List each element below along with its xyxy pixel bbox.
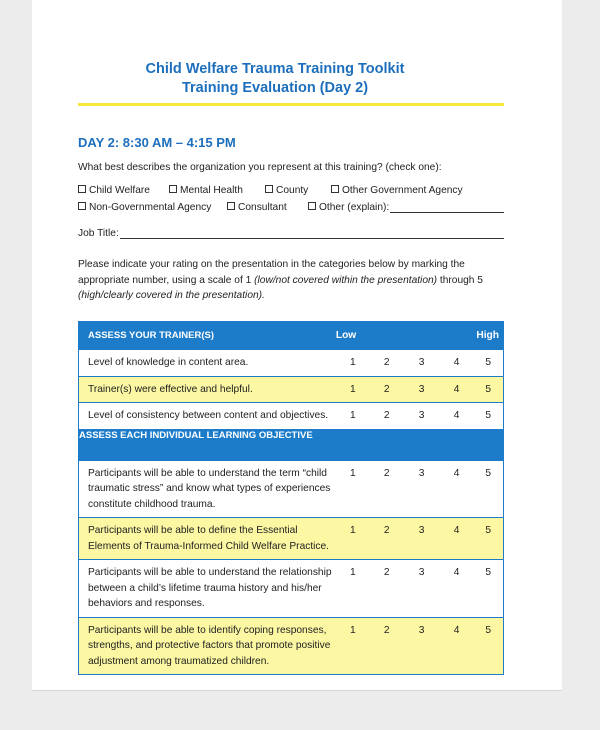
option-label: Mental Health [180,185,243,196]
section-trainer-rows [79,350,504,430]
row-label: Trainer(s) were effective and helpful. [79,376,336,403]
rating-option[interactable]: 3 [404,460,440,518]
rating-option[interactable]: 4 [440,560,474,618]
rating-option[interactable]: 3 [404,350,440,377]
instructions-high: (high/clearly covered in the presentation). [78,290,265,301]
section-objective-rows [79,460,504,675]
section-header-label: ASSESS YOUR TRAINER(S) [79,322,336,350]
table-row [79,403,504,430]
rating-option[interactable]: 5 [473,560,503,618]
header-spacer [370,322,404,350]
rating-option[interactable]: 4 [440,376,474,403]
row-label: Level of knowledge in content area. [79,350,336,377]
table-row [79,560,504,618]
high-label: High [473,322,503,350]
rating-option[interactable]: 2 [370,460,404,518]
section-header-objectives [79,429,504,460]
rating-option[interactable]: 1 [336,376,370,403]
rating-option[interactable]: 5 [473,376,503,403]
rating-option[interactable]: 3 [404,617,440,675]
row-label: Participants will be able to define the Essential Elements of Trauma-Informed Child Welfare Practice. [79,518,336,560]
option-non-governmental-agency[interactable] [78,200,211,216]
rating-option[interactable]: 1 [336,350,370,377]
rating-option[interactable]: 4 [440,403,474,430]
instructions-low: (low/not covered within the presentation) [254,274,438,286]
header-spacer [404,322,440,350]
title-divider [78,103,504,106]
checkbox-icon[interactable] [227,202,235,210]
rating-option[interactable]: 2 [370,518,404,560]
checkbox-icon[interactable] [169,185,177,193]
job-title-label: Job Title: [78,228,119,239]
organization-question: What best describes the organization you represent at this training? (check one): [78,162,442,173]
checkbox-icon[interactable] [78,202,86,210]
option-other-government-agency[interactable] [331,183,463,199]
rating-option[interactable]: 2 [370,350,404,377]
checkbox-icon[interactable] [308,202,316,210]
low-label: Low [336,322,370,350]
day-heading: DAY 2: 8:30 AM – 4:15 PM [78,135,236,150]
title-line-2: Training Evaluation (Day 2) [181,80,369,96]
option-mental-health[interactable] [169,183,243,199]
rating-option[interactable]: 2 [370,403,404,430]
document-title [45,60,505,98]
rating-option[interactable]: 1 [336,617,370,675]
checkbox-icon[interactable] [331,185,339,193]
rating-option[interactable]: 5 [473,403,503,430]
table-row [79,350,504,377]
option-label: Non-Governmental Agency [89,202,212,213]
rating-option[interactable]: 1 [336,518,370,560]
option-consultant[interactable] [227,200,287,216]
table-row [79,376,504,403]
page-edge-line [32,690,562,691]
rating-option[interactable]: 4 [440,518,474,560]
instructions-text-2: through 5 [437,274,483,286]
rating-option[interactable]: 2 [370,560,404,618]
option-label: Other Government Agency [342,185,463,196]
rating-option[interactable]: 5 [473,460,503,518]
section-header-trainer [79,322,504,350]
job-title-field[interactable] [120,238,504,239]
rating-option[interactable]: 5 [473,518,503,560]
rating-option[interactable]: 4 [440,350,474,377]
checkbox-icon[interactable] [265,185,273,193]
rating-option[interactable]: 1 [336,403,370,430]
option-label: Child Welfare [89,185,150,196]
rating-option[interactable]: 4 [440,460,474,518]
rating-option[interactable]: 2 [370,376,404,403]
option-label: Other (explain): [319,202,390,213]
rating-option[interactable]: 3 [404,403,440,430]
rating-option[interactable]: 5 [473,617,503,675]
table-row [79,617,504,675]
rating-option[interactable]: 1 [336,460,370,518]
option-other-explain[interactable] [308,200,389,216]
table-row [79,460,504,518]
instructions-text-1: Please indicate your rating on the presentation in the categories below by marking the appropriate number, using a scale of 1 [78,259,465,286]
header-spacer [440,322,474,350]
other-explain-field[interactable] [390,212,504,213]
row-label: Level of consistency between content and objectives. [79,403,336,430]
rating-option[interactable]: 3 [404,518,440,560]
rating-option[interactable]: 3 [404,560,440,618]
table-row [79,518,504,560]
rating-option[interactable]: 5 [473,350,503,377]
checkbox-icon[interactable] [78,185,86,193]
option-county[interactable] [265,183,308,199]
row-label: Participants will be able to understand the term “child traumatic stress” and know what types of experiences constitute childhood trauma. [79,460,336,518]
rating-instructions [78,257,508,304]
option-child-welfare[interactable] [78,183,150,199]
row-label: Participants will be able to identify coping responses, strengths, and protective factors that promote positive adjustment among traumatized children. [79,617,336,675]
rating-option[interactable]: 1 [336,560,370,618]
section-header-label: ASSESS EACH INDIVIDUAL LEARNING OBJECTIVE [79,429,504,460]
title-line-1: Child Welfare Trauma Training Toolkit [145,61,405,77]
option-label: County [276,185,309,196]
row-label: Participants will be able to understand the relationship between a child’s lifetime trauma history and his/her behaviors and responses. [79,560,336,618]
rating-table [78,321,504,675]
rating-option[interactable]: 2 [370,617,404,675]
option-label: Consultant [238,202,287,213]
rating-option[interactable]: 4 [440,617,474,675]
rating-option[interactable]: 3 [404,376,440,403]
